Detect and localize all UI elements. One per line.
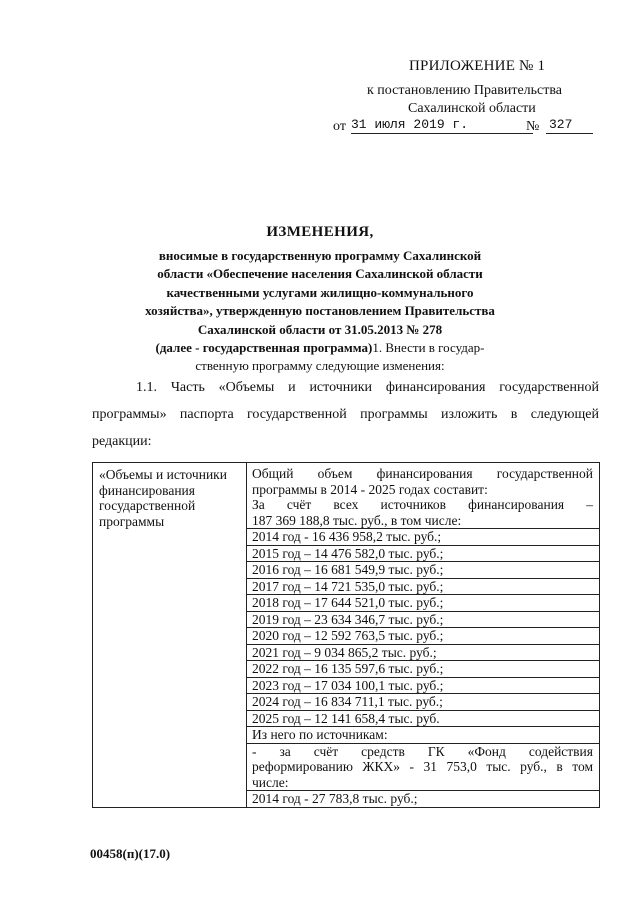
fund-line: числе: (252, 774, 289, 790)
year-line: 2018 год – 17 644 521,0 тыс. руб.; (247, 594, 599, 611)
subtitle-line-mixed (120, 339, 520, 357)
fund-line: - за счёт средств ГК «Фонд содействия (247, 743, 599, 760)
subtitle-line: области «Обеспечение населения Сахалинской области (157, 266, 483, 282)
year-line: 2016 год – 16 681 549,9 тыс. руб.; (247, 561, 599, 578)
year-line: 2023 год – 17 034 100,1 тыс. руб.; (247, 677, 599, 694)
subtitle-line: вносимые в государственную программу Сахалинской (158, 248, 482, 263)
intro-line: 187 369 188,8 тыс. руб., в том числе: (252, 512, 462, 528)
subtitle-line: качественными услугами жилищно-коммунального (166, 284, 474, 300)
date-underline (351, 133, 533, 134)
number-sign: № (526, 119, 540, 134)
table-row (93, 463, 600, 808)
document-title: ИЗМЕНЕНИЯ, (266, 224, 374, 240)
sources-heading: Из него по источникам: (247, 726, 599, 743)
fund-2014-line: 2014 год - 27 783,8 тыс. руб.; (247, 790, 599, 807)
intro-line: программы в 2014 - 2025 годах составит: (252, 481, 488, 497)
appendix-title: ПРИЛОЖЕНИЕ № 1 (409, 58, 546, 74)
financing-table (92, 462, 600, 808)
subtitle-tail: ственную программу следующие изменения: (195, 358, 445, 374)
table-left-cell: «Объемы и источники финансирования государственной программы (93, 463, 247, 808)
footer-code: 00458(п)(17.0) (90, 846, 171, 861)
title-block (120, 224, 520, 376)
decree-number: 327 (549, 117, 573, 132)
year-line: 2019 год – 23 634 346,7 тыс. руб.; (247, 611, 599, 628)
year-line: 2021 год – 9 034 865,2 тыс. руб.; (247, 644, 599, 661)
intro-line: За счёт всех источников финансирования – (252, 497, 593, 512)
year-line: 2017 год – 14 721 535,0 тыс. руб.; (247, 578, 599, 595)
year-line: 2014 год - 16 436 958,2 тыс. руб.; (247, 528, 599, 545)
decree-date-row (333, 117, 593, 137)
date-prefix: от (333, 119, 346, 134)
year-line: 2020 год – 12 592 763,5 тыс. руб.; (247, 627, 599, 644)
year-line: 2024 год – 16 834 711,1 тыс. руб.; (247, 693, 599, 710)
subtitle-normal-part: 1. Внести в государ- (372, 340, 485, 356)
subtitle-bold-part: (далее - государственная программа) (155, 340, 373, 356)
year-line: 2025 год – 12 141 658,4 тыс. руб. (247, 710, 599, 727)
subtitle-line: Сахалинской области от 31.05.2013 № 278 (197, 321, 443, 337)
decree-date: 31 июля 2019 г. (351, 117, 469, 132)
subtitle-line: хозяйства», утвержденную постановлением Правительства (145, 303, 495, 319)
appendix-line-2: Сахалинской области (408, 101, 536, 116)
appendix-line-1: к постановлению Правительства (367, 83, 563, 98)
intro-line: Общий объем финансирования государственной (252, 466, 593, 481)
fund-line: реформированию ЖКХ» - 31 753,0 тыс. руб., в том (252, 759, 593, 774)
year-line: 2022 год – 16 135 597,6 тыс. руб.; (247, 660, 599, 677)
paragraph-text: 1.1. Часть «Объемы и источники финансирования государственной программы» паспорта государственной программы изложить в следующей редакции: (92, 380, 599, 449)
year-line: 2015 год – 14 476 582,0 тыс. руб.; (247, 545, 599, 562)
number-underline (546, 133, 593, 134)
table-right-cell (247, 463, 600, 808)
document-subtitle (120, 247, 520, 376)
paragraph-1-1 (92, 374, 599, 455)
